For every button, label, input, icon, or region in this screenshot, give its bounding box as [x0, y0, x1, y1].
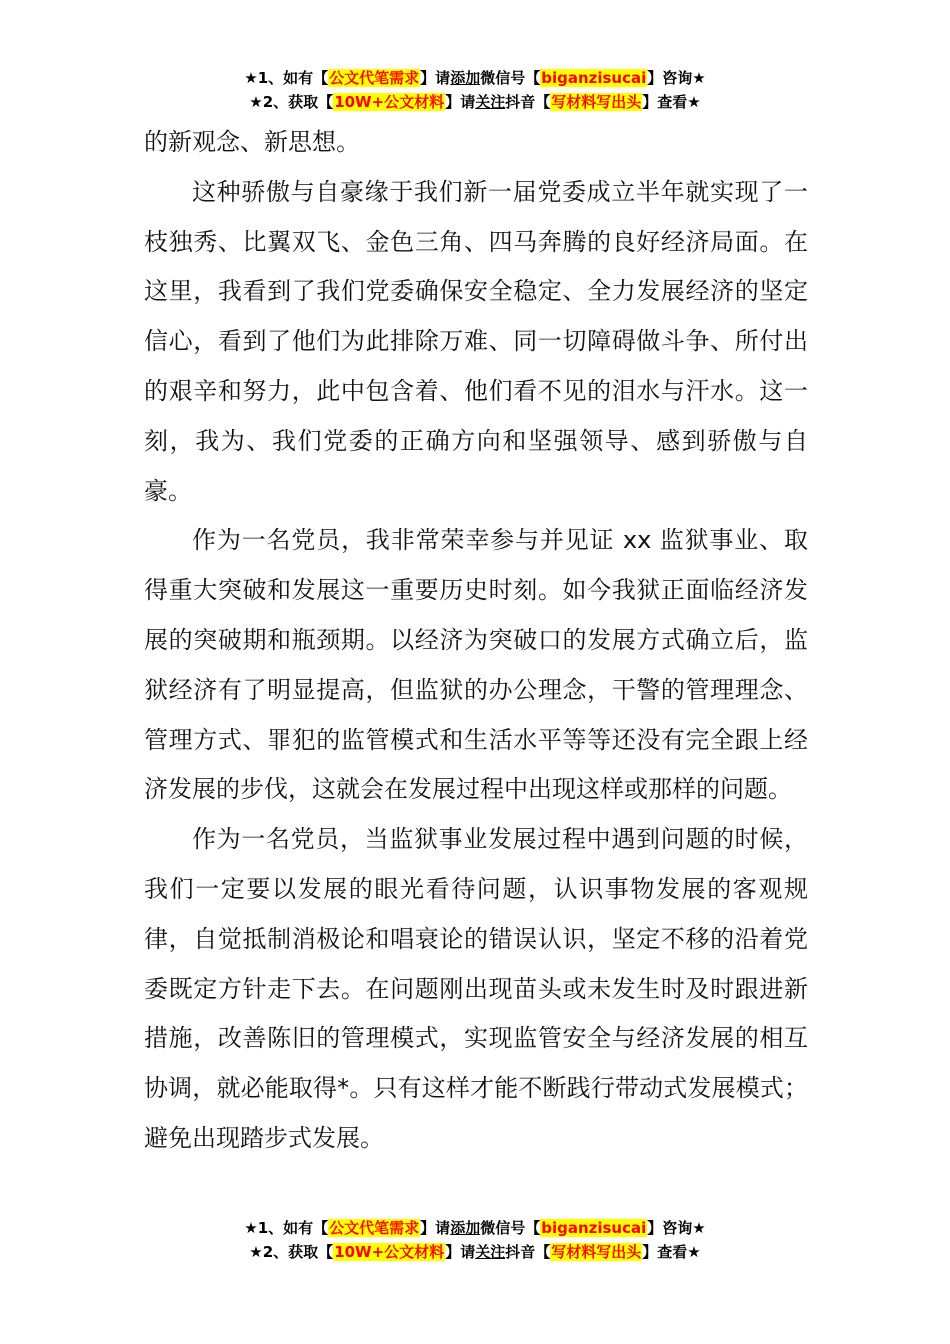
banner-text: ★2、获取【	[249, 93, 334, 111]
banner-line-1	[0, 1216, 950, 1240]
paragraph: 这种骄傲与自豪缘于我们新一届党委成立半年就实现了一枝独秀、比翼双飞、金色三角、四马奔腾的良好经济局面。在这里，我看到了我们党委确保安全稳定、全力发展经济的坚定信心，看到了他们为此排除万难、同一切障碍做斗争、所付出的艰辛和努力，此中包含着、他们看不见的泪水与汗水。这一刻，我为、我们党委的正确方向和坚强领导、感到骄傲与自豪。	[144, 177, 808, 505]
paragraph: 作为一名党员，我非常荣幸参与并见证 xx 监狱事业、取得重大突破和发展这一重要历史时刻。如今我狱正面临经济发展的突破期和瓶颈期。以经济为突破口的发展方式确立后，监狱经济有了明显提高，但监狱的办公理念，干警的管理理念、管理方式、罪犯的监管模式和生活水平等等还没有完全跟上经济发展的步伐，这就会在发展过程中出现这样或那样的问题。	[144, 526, 808, 804]
banner-underline: 关注	[475, 1243, 506, 1261]
banner-highlight: biganzisucai	[541, 1219, 647, 1237]
banner-text: 】查看★	[642, 93, 701, 111]
banner-line-1	[0, 66, 950, 90]
banner-highlight: 写材料写出头	[551, 93, 642, 111]
document-body	[144, 118, 808, 1164]
banner-text: 微信号【	[480, 69, 541, 87]
banner-text: 】查看★	[642, 1243, 701, 1261]
banner-highlight: 写材料写出头	[551, 1243, 642, 1261]
paragraph: 作为一名党员，当监狱事业发展过程中遇到问题的时候，我们一定要以发展的眼光看待问题，认识事物发展的客观规律，自觉抵制消极论和唱衰论的错误认识，坚定不移的沿着党委既定方针走下去。在问题刚出现苗头或未发生时及时跟进新措施，改善陈旧的管理模式，实现监管安全与经济发展的相互协调，就必能取得*。只有这样才能不断践行带动式发展模式；避免出现踏步式发展。	[144, 825, 808, 1152]
banner-line-2	[0, 90, 950, 114]
banner-text: ★2、获取【	[249, 1243, 334, 1261]
banner-text: 】咨询★	[647, 69, 706, 87]
banner-highlight: 公文代笔需求	[329, 69, 420, 87]
banner-text: 】请	[420, 69, 451, 87]
banner-highlight: 10W+公文材料	[334, 1243, 445, 1261]
banner-text: 抖音【	[505, 93, 551, 111]
banner-text: 抖音【	[505, 1243, 551, 1261]
banner-text: 】咨询★	[647, 1219, 706, 1237]
banner-highlight: 10W+公文材料	[334, 93, 445, 111]
banner-underline: 添加	[450, 1219, 481, 1237]
banner-highlight: biganzisucai	[541, 69, 647, 87]
banner-text: 】请	[445, 93, 476, 111]
banner-line-2	[0, 1240, 950, 1264]
footer-banner	[0, 1216, 950, 1264]
banner-text: 】请	[420, 1219, 451, 1237]
banner-underline: 关注	[475, 93, 506, 111]
banner-underline: 添加	[450, 69, 481, 87]
paragraph: 的新观念、新思想。	[144, 128, 360, 156]
banner-text: 】请	[445, 1243, 476, 1261]
banner-highlight: 公文代笔需求	[329, 1219, 420, 1237]
banner-text: ★1、如有【	[244, 1219, 329, 1237]
banner-text: ★1、如有【	[244, 69, 329, 87]
banner-text: 微信号【	[480, 1219, 541, 1237]
header-banner	[0, 66, 950, 114]
